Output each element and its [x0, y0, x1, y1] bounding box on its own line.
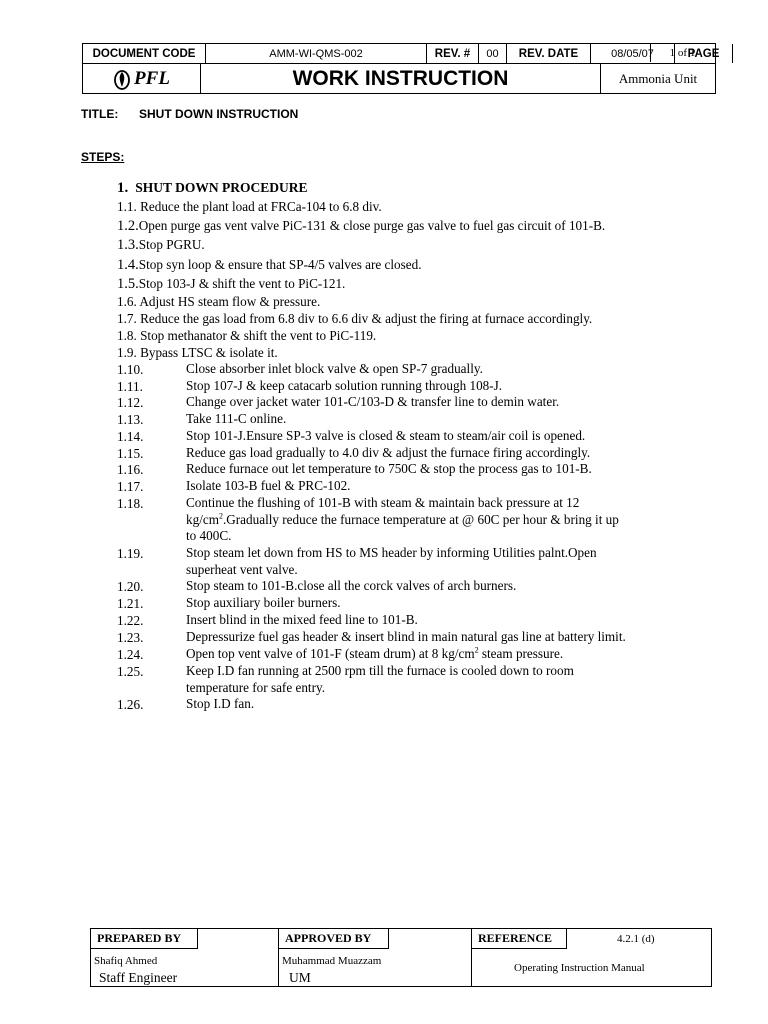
step-text-line: Stop steam let down from HS to MS header by informing Utilities palnt.Open [186, 545, 597, 560]
step-number: 1.23. [117, 630, 144, 645]
step-text: Stop PGRU. [138, 237, 205, 252]
step-number: 1.22. [117, 613, 144, 628]
step-text: Take 111-C online. [186, 411, 287, 426]
prepared-column [91, 929, 279, 986]
step-text: Reduce furnace out let temperature to 750C & stop the process gas to 101-B. [186, 461, 592, 476]
approved-title: UM [289, 970, 311, 985]
step-text-part: steam pressure. [478, 646, 564, 661]
step-text [186, 545, 711, 578]
reference-label: REFERENCE [472, 929, 567, 949]
rev-label: REV. # [427, 44, 479, 63]
step-number: 1.2. [117, 218, 139, 234]
rev-value: 00 [479, 44, 507, 63]
section-number: 1. [117, 180, 129, 196]
step-text: Reduce the gas load from 6.8 div to 6.6 div & adjust the firing at furnace accordingly. [140, 311, 593, 326]
step-item [117, 327, 376, 344]
step-item [117, 198, 382, 215]
step-text: Stop 101-J.Ensure SP-3 valve is closed & steam to steam/air coil is opened. [186, 428, 586, 443]
step-number: 1.18. [117, 496, 144, 511]
step-number: 1.9. [117, 345, 137, 360]
step-item [117, 310, 592, 327]
step-text [186, 495, 711, 545]
header-row [83, 44, 720, 64]
step-number: 1.10. [117, 362, 144, 377]
step-number: 1.7. [117, 311, 137, 326]
step-number: 1.11. [117, 379, 143, 394]
step-text: Stop methanator & shift the vent to PiC-119. [140, 328, 377, 343]
step-text: Stop 107-J & keep catacarb solution running through 108-J. [186, 378, 503, 393]
step-text: Isolate 103-B fuel & PRC-102. [186, 478, 351, 493]
document-type: WORK INSTRUCTION [201, 64, 601, 93]
step-number: 1.24. [117, 647, 144, 662]
step-text: Stop I.D fan. [186, 696, 255, 711]
flame-logo-icon [113, 68, 131, 90]
company-logo [83, 64, 201, 93]
step-text-line: Keep I.D fan running at 2500 rpm till the furnace is cooled down to room [186, 663, 574, 678]
step-number: 1.14. [117, 429, 144, 444]
section-title: SHUT DOWN PROCEDURE [135, 180, 308, 195]
step-number: 1.3. [117, 237, 139, 253]
step-text-line: superheat vent valve. [186, 561, 298, 577]
step-text: Stop steam to 101-B.close all the corck valves of arch burners. [186, 578, 517, 593]
steps-heading: STEPS: [81, 150, 125, 164]
page-label: PAGE [675, 44, 733, 63]
section-heading [117, 180, 308, 197]
step-text: Change over jacket water 101-C/103-D & transfer line to demin water. [186, 394, 560, 409]
approved-label: APPROVED BY [279, 929, 389, 949]
step-number: 1.6. [117, 294, 137, 309]
header-table [82, 43, 720, 94]
step-number: 1.20. [117, 579, 144, 594]
step-text: Reduce the plant load at FRCa-104 to 6.8 div. [140, 199, 382, 214]
superscript: 2 [218, 511, 223, 521]
approved-name: Muhammad Muazzam [282, 955, 382, 967]
title-label: TITLE: [81, 107, 119, 121]
step-text-line [186, 512, 711, 529]
step-text [186, 663, 711, 696]
step-text: Insert blind in the mixed feed line to 101-B. [186, 612, 418, 627]
footer-table [90, 928, 712, 987]
doc-code: AMM-WI-QMS-002 [206, 44, 427, 63]
step-number: 1.26. [117, 697, 144, 712]
step-number: 1.4. [117, 257, 139, 273]
approved-column [279, 929, 472, 986]
step-text-part: Open top vent valve of 101-F (steam drum) at 8 kg/cm [186, 646, 475, 661]
unit-text: kg/cm [186, 511, 219, 527]
step-text-line: to 400C. [186, 528, 232, 544]
reference-code: 4.2.1 (d) [617, 933, 655, 945]
prepared-label: PREPARED BY [91, 929, 198, 949]
step-item [117, 236, 205, 254]
step-number: 1.21. [117, 596, 144, 611]
step-text: Close absorber inlet block valve & open SP-7 gradually. [186, 361, 483, 376]
document-title: SHUT DOWN INSTRUCTION [139, 107, 299, 121]
step-number: 1.12. [117, 395, 144, 410]
prepared-name: Shafiq Ahmed [94, 955, 158, 967]
step-item [117, 293, 320, 310]
step-number: 1.5. [117, 276, 139, 292]
page-value: 1 of 1 [650, 44, 714, 62]
doc-code-label: DOCUMENT CODE [83, 44, 206, 63]
step-text: Bypass LTSC & isolate it. [140, 345, 278, 360]
step-number: 1.16. [117, 462, 144, 477]
step-text: Stop auxiliary boiler burners. [186, 595, 341, 610]
rev-date: 08/05/07 [591, 44, 675, 63]
step-item [117, 217, 605, 235]
step-text [186, 646, 711, 663]
step-number: 1.8. [117, 328, 137, 343]
unit-name: Ammonia Unit [618, 70, 698, 86]
superscript: 2 [474, 645, 479, 655]
step-number: 1.25. [117, 664, 144, 679]
step-text: Open purge gas vent valve PiC-131 & close purge gas valve to fuel gas circuit of 101-B. [138, 218, 606, 233]
reference-column [472, 929, 710, 986]
prepared-title: Staff Engineer [99, 970, 178, 985]
step-text-line: temperature for safe entry. [186, 679, 326, 695]
rev-date-label: REV. DATE [507, 44, 591, 63]
step-text: Stop syn loop & ensure that SP-4/5 valves are closed. [138, 257, 422, 272]
step-number: 1.19. [117, 546, 144, 561]
step-text: Depressurize fuel gas header & insert blind in main natural gas line at battery limit. [186, 629, 626, 644]
step-number: 1.15. [117, 446, 144, 461]
step-text-part: .Gradually reduce the furnace temperature at @ 60C per hour & bring it up [222, 511, 619, 527]
step-item [117, 256, 422, 274]
step-number: 1.1. [117, 199, 137, 214]
step-text: Adjust HS steam flow & pressure. [139, 294, 321, 309]
step-number: 1.13. [117, 412, 144, 427]
step-text: Reduce gas load gradually to 4.0 div & adjust the furnace firing accordingly. [186, 445, 591, 460]
step-item [117, 344, 278, 361]
step-number: 1.17. [117, 479, 144, 494]
step-text: Stop 103-J & shift the vent to PiC-121. [138, 276, 346, 291]
logo-text: PFL [134, 67, 170, 89]
step-item [117, 275, 345, 293]
reference-document: Operating Instruction Manual [514, 962, 645, 974]
step-text-line: Continue the flushing of 101-B with steam & maintain back pressure at 12 [186, 495, 580, 510]
